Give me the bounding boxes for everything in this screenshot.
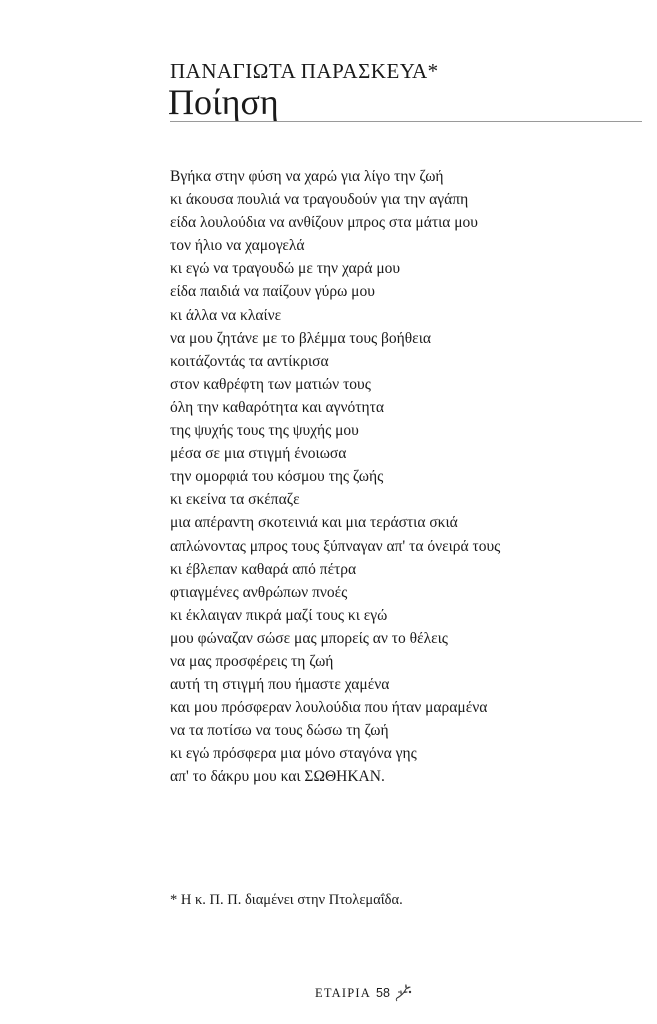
page-footer (315, 983, 416, 1003)
title-divider (170, 121, 642, 122)
poem-line: της ψυχής τους της ψυχής μου (170, 422, 359, 440)
flower-ornament-icon (394, 983, 416, 1003)
poem-line: στον καθρέφτη των ματιών τους (170, 375, 371, 393)
poem-line: μια απέραντη σκοτεινιά και μια τεράστια σκιά (170, 514, 458, 532)
poem-line: είδα λουλούδια να ανθίζουν μπρος στα μάτια μου (170, 214, 478, 232)
author-name: ΠΑΝΑΓΙΩΤΑ ΠΑΡΑΣΚΕΥΑ* (170, 59, 439, 83)
poem-line: κι άκουσα πουλιά να τραγουδούν για την αγάπη (170, 191, 469, 209)
poem-line: κι έβλεπαν καθαρά από πέτρα (170, 560, 357, 578)
page-number: 58 (376, 986, 390, 1000)
poem-line: να τα ποτίσω να τους δώσω τη ζωή (170, 722, 389, 740)
poem-line: να μας προσφέρεις τη ζωή (170, 652, 334, 670)
poem-line: την ομορφιά του κόσμου της ζωής (170, 468, 384, 486)
poem-line: όλη την καθαρότητα και αγνότητα (170, 398, 384, 416)
journal-name: ΕΤΑΙΡΙΑ (315, 985, 372, 1000)
poem-line: μου φώναζαν σώσε μας μπορείς αν το θέλεις (170, 629, 448, 647)
poem-line: κι εγώ να τραγουδώ με την χαρά μου (170, 260, 401, 278)
footnote: * Η κ. Π. Π. διαμένει στην Πτολεμαΐδα. (170, 892, 403, 908)
poem-line: κι εγώ πρόσφερα μια μόνο σταγόνα γης (170, 745, 417, 763)
poem-line: απ' το δάκρυ μου και ΣΩΘΗΚΑΝ. (170, 768, 385, 786)
page-title: Ποίηση (168, 82, 279, 122)
poem-line: κι έκλαιγαν πικρά μαζί τους κι εγώ (170, 606, 388, 624)
poem-body (170, 165, 500, 789)
poem-line: κι εκείνα τα σκέπαζε (170, 491, 300, 509)
poem-line: να μου ζητάνε με το βλέμμα τους βοήθεια (170, 329, 431, 347)
poem-line: φτιαγμένες ανθρώπων πνοές (170, 583, 348, 601)
poem-line: κι άλλα να κλαίνε (170, 306, 282, 324)
poem-line: απλώνοντας μπρος τους ξύπναγαν απ' τα όνειρά τους (170, 537, 501, 555)
poem-line: είδα παιδιά να παίζουν γύρω μου (170, 283, 375, 301)
poem-line: τον ήλιο να χαμογελά (170, 237, 305, 255)
poem-line: μέσα σε μια στιγμή ένοιωσα (170, 445, 347, 463)
poem-line: κοιτάζοντάς τα αντίκρισα (170, 352, 329, 370)
poem-line: αυτή τη στιγμή που ήμαστε χαμένα (170, 676, 390, 694)
poem-line: και μου πρόσφεραν λουλούδια που ήταν μαραμένα (170, 699, 488, 717)
poem-line: Βγήκα στην φύση να χαρώ για λίγο την ζωή (170, 168, 444, 185)
